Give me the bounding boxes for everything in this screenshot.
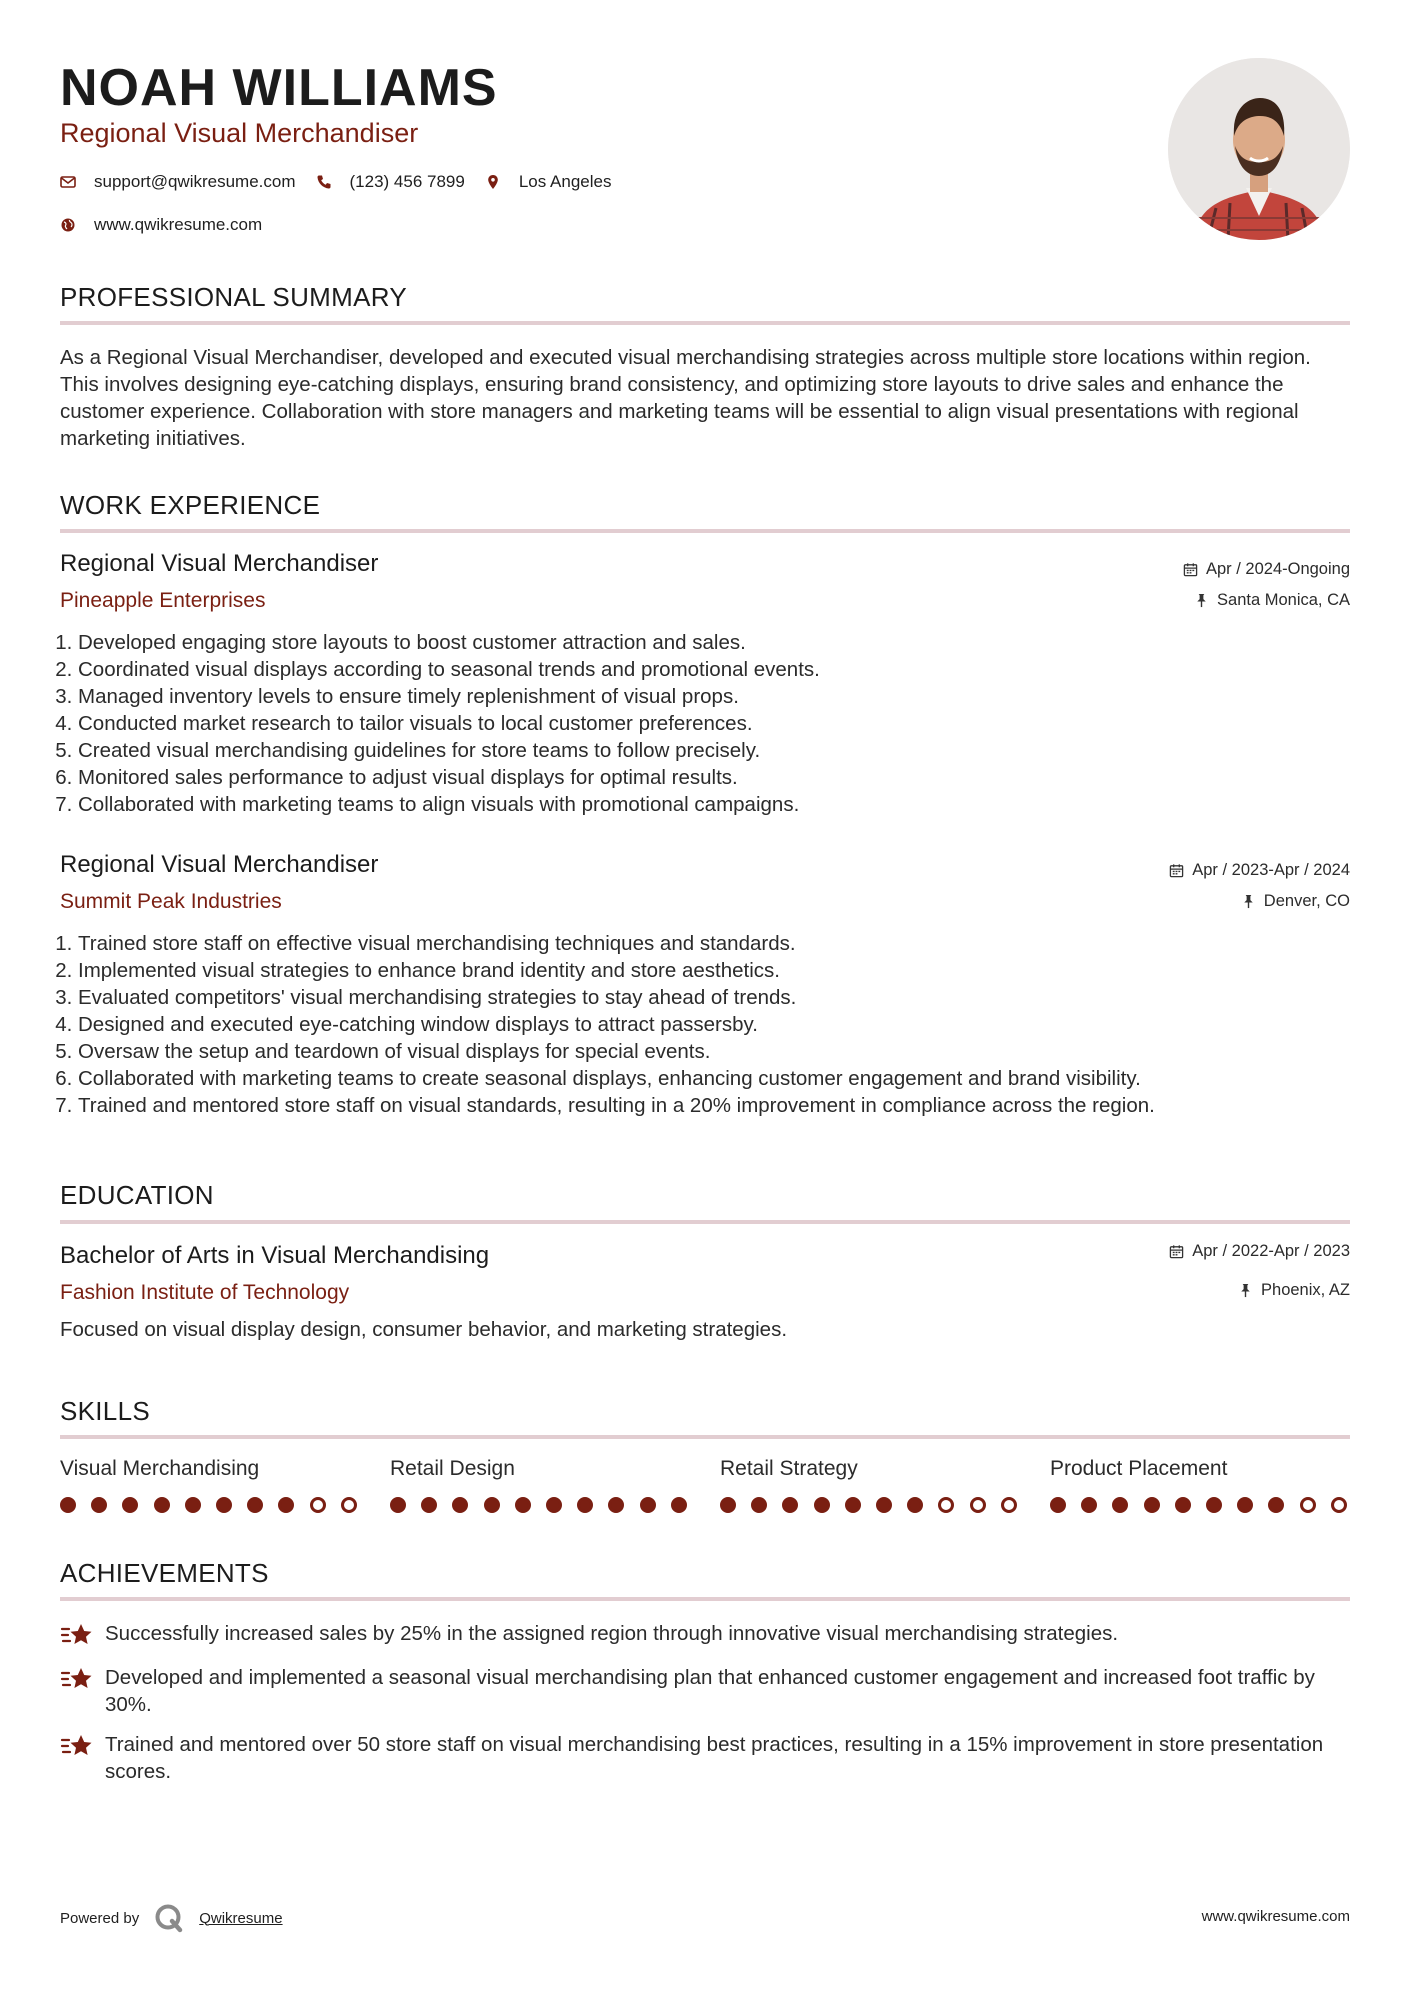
- list-item: 1. Developed engaging store layouts to boost customer attraction and sales.: [78, 629, 1368, 656]
- list-item: 2. Implemented visual strategies to enhance brand identity and store aesthetics.: [78, 957, 1368, 984]
- powered-by-label: Powered by: [60, 1909, 140, 1927]
- phone-icon: [316, 174, 332, 190]
- rating-dot-filled: [640, 1497, 656, 1513]
- job-dates: [1169, 861, 1350, 880]
- rating-dot-empty: [341, 1497, 357, 1513]
- candidate-title: Regional Visual Merchandiser: [60, 118, 419, 148]
- skill-item: [390, 1457, 690, 1487]
- list-item: 3. Evaluated competitors' visual merchandising strategies to stay ahead of trends.: [78, 984, 1368, 1011]
- job-company: Summit Peak Industries: [60, 890, 282, 913]
- list-item: 3. Managed inventory levels to ensure timely replenishment of visual props.: [78, 683, 1368, 710]
- skill-name: Retail Design: [390, 1457, 515, 1480]
- rating-dot-empty: [1001, 1497, 1017, 1513]
- rating-dot-filled: [720, 1497, 736, 1513]
- pushpin-icon: [1238, 1283, 1253, 1298]
- rating-dot-filled: [845, 1497, 861, 1513]
- rating-dot-filled: [390, 1497, 406, 1513]
- list-item: 7. Collaborated with marketing teams to align visuals with promotional campaigns.: [78, 791, 1368, 818]
- rating-dot-filled: [814, 1497, 830, 1513]
- star-icon: [60, 1664, 94, 1694]
- footer-powered-by: [60, 1902, 283, 1934]
- website-text: www.qwikresume.com: [94, 215, 263, 234]
- achievement-item: [60, 1664, 1350, 1718]
- rating-dot-filled: [154, 1497, 170, 1513]
- skill-rating: [720, 1497, 1032, 1513]
- rating-dot-filled: [1112, 1497, 1128, 1513]
- rating-dot-filled: [1175, 1497, 1191, 1513]
- list-item: 2. Coordinated visual displays according to seasonal trends and promotional events.: [78, 656, 1368, 683]
- contact-email[interactable]: [60, 172, 296, 192]
- achievement-text: Trained and mentored over 50 store staff on visual merchandising best practices, resulting in a 15% improvement in store presentation scores.: [105, 1733, 1324, 1783]
- summary-text: As a Regional Visual Merchandiser, developed and executed visual merchandising strategies across multiple store locations within region. This involves designing eye-catching displays, ensuring brand consistency, and optimizing store layouts to drive sales and enhance the customer experience. Collaboration with store managers and marketing teams will be essential to align visual presentations with regional marketing initiatives.: [60, 346, 1311, 450]
- education-heading: EDUCATION: [60, 1180, 214, 1210]
- achievement-item: [60, 1620, 1350, 1650]
- job-dates-text: Apr / 2023-Apr / 2024: [1192, 861, 1350, 879]
- rating-dot-empty: [310, 1497, 326, 1513]
- rating-dot-filled: [484, 1497, 500, 1513]
- education-description: Focused on visual display design, consumer behavior, and marketing strategies.: [60, 1318, 788, 1341]
- contact-row: [60, 172, 631, 192]
- skill-rating: [60, 1497, 372, 1513]
- achievement-text: Successfully increased sales by 25% in the assigned region through innovative visual merchandising strategies.: [105, 1622, 1119, 1645]
- list-item: 6. Collaborated with marketing teams to create seasonal displays, enhancing customer engagement and brand visibility.: [78, 1065, 1368, 1092]
- rating-dot-filled: [608, 1497, 624, 1513]
- job-bullets: [60, 930, 1368, 1119]
- pushpin-icon: [1194, 593, 1209, 608]
- rating-dot-filled: [91, 1497, 107, 1513]
- contact-row-web: [60, 215, 282, 235]
- calendar-icon: [1169, 1244, 1184, 1259]
- job-location-text: Denver, CO: [1263, 892, 1350, 910]
- rating-dot-filled: [247, 1497, 263, 1513]
- list-item: 7. Trained and mentored store staff on visual standards, resulting in a 20% improvement in compliance across the region.: [78, 1092, 1368, 1119]
- list-item: 5. Created visual merchandising guidelines for store teams to follow precisely.: [78, 737, 1368, 764]
- education-dates-text: Apr / 2022-Apr / 2023: [1192, 1242, 1350, 1260]
- profile-portrait-illustration: [1168, 58, 1350, 240]
- experience-divider: [60, 529, 1350, 533]
- location-text: Los Angeles: [518, 172, 612, 191]
- job-company: Pineapple Enterprises: [60, 589, 266, 612]
- degree-title: Bachelor of Arts in Visual Merchandising: [60, 1242, 490, 1269]
- map-pin-icon: [485, 174, 501, 190]
- job-bullets: [60, 629, 1368, 818]
- job-location: [1241, 892, 1350, 911]
- achievements-heading: ACHIEVEMENTS: [60, 1558, 269, 1588]
- skill-item: [1050, 1457, 1350, 1487]
- rating-dot-empty: [1331, 1497, 1347, 1513]
- achievements-divider: [60, 1597, 1350, 1601]
- skill-name: Retail Strategy: [720, 1457, 858, 1480]
- qwikresume-link[interactable]: Qwikresume: [199, 1909, 283, 1927]
- calendar-icon: [1169, 863, 1184, 878]
- rating-dot-filled: [577, 1497, 593, 1513]
- experience-heading: WORK EXPERIENCE: [60, 490, 321, 520]
- education-location: [1238, 1281, 1350, 1300]
- skills-divider: [60, 1435, 1350, 1439]
- skill-rating: [1050, 1497, 1362, 1513]
- list-item: 5. Oversaw the setup and teardown of visual displays for special events.: [78, 1038, 1368, 1065]
- calendar-icon: [1183, 562, 1198, 577]
- skill-rating: [390, 1497, 702, 1513]
- skill-name: Visual Merchandising: [60, 1457, 260, 1480]
- rating-dot-filled: [907, 1497, 923, 1513]
- profile-photo: [1168, 58, 1350, 240]
- contact-phone[interactable]: [316, 172, 465, 192]
- rating-dot-empty: [970, 1497, 986, 1513]
- list-item: 4. Designed and executed eye-catching window displays to attract passersby.: [78, 1011, 1368, 1038]
- summary-divider: [60, 321, 1350, 325]
- job-location: [1194, 591, 1350, 610]
- education-location-text: Phoenix, AZ: [1261, 1281, 1350, 1299]
- rating-dot-filled: [515, 1497, 531, 1513]
- rating-dot-empty: [938, 1497, 954, 1513]
- rating-dot-filled: [1206, 1497, 1222, 1513]
- achievement-item: [60, 1731, 1350, 1785]
- skill-item: [60, 1457, 360, 1487]
- rating-dot-filled: [671, 1497, 687, 1513]
- rating-dot-empty: [1300, 1497, 1316, 1513]
- list-item: 4. Conducted market research to tailor visuals to local customer preferences.: [78, 710, 1368, 737]
- rating-dot-filled: [546, 1497, 562, 1513]
- rating-dot-filled: [185, 1497, 201, 1513]
- rating-dot-filled: [1268, 1497, 1284, 1513]
- globe-icon: [60, 217, 76, 233]
- job-location-text: Santa Monica, CA: [1217, 591, 1350, 609]
- skill-name: Product Placement: [1050, 1457, 1228, 1480]
- job-title: Regional Visual Merchandiser: [60, 550, 379, 577]
- pushpin-icon: [1241, 894, 1256, 909]
- rating-dot-filled: [122, 1497, 138, 1513]
- star-icon: [60, 1620, 94, 1650]
- candidate-name: NOAH WILLIAMS: [60, 59, 498, 117]
- rating-dot-filled: [1050, 1497, 1066, 1513]
- summary-heading: PROFESSIONAL SUMMARY: [60, 282, 407, 312]
- star-icon: [60, 1731, 94, 1761]
- job-dates-text: Apr / 2024-Ongoing: [1205, 560, 1350, 578]
- rating-dot-filled: [216, 1497, 232, 1513]
- qwikresume-logo-icon: [153, 1902, 185, 1934]
- job-dates: [1183, 560, 1350, 579]
- rating-dot-filled: [1237, 1497, 1253, 1513]
- achievement-text: Developed and implemented a seasonal visual merchandising plan that enhanced customer engagement and increased foot traffic by 30%.: [105, 1666, 1315, 1716]
- list-item: 1. Trained store staff on effective visual merchandising techniques and standards.: [78, 930, 1368, 957]
- list-item: 6. Monitored sales performance to adjust visual displays for optimal results.: [78, 764, 1368, 791]
- rating-dot-filled: [421, 1497, 437, 1513]
- school-name: Fashion Institute of Technology: [60, 1281, 350, 1304]
- education-dates: [1169, 1242, 1350, 1261]
- envelope-icon: [60, 174, 76, 190]
- rating-dot-filled: [1144, 1497, 1160, 1513]
- phone-text: (123) 456 7899: [349, 172, 465, 191]
- rating-dot-filled: [876, 1497, 892, 1513]
- skills-heading: SKILLS: [60, 1396, 150, 1426]
- rating-dot-filled: [782, 1497, 798, 1513]
- skill-item: [720, 1457, 1020, 1487]
- contact-website[interactable]: [60, 215, 262, 235]
- footer-website[interactable]: www.qwikresume.com: [1201, 1908, 1350, 1925]
- email-text: support@qwikresume.com: [94, 172, 296, 191]
- rating-dot-filled: [751, 1497, 767, 1513]
- job-title: Regional Visual Merchandiser: [60, 851, 379, 878]
- rating-dot-filled: [60, 1497, 76, 1513]
- education-divider: [60, 1220, 1350, 1224]
- rating-dot-filled: [452, 1497, 468, 1513]
- contact-location: [485, 172, 612, 192]
- rating-dot-filled: [278, 1497, 294, 1513]
- rating-dot-filled: [1081, 1497, 1097, 1513]
